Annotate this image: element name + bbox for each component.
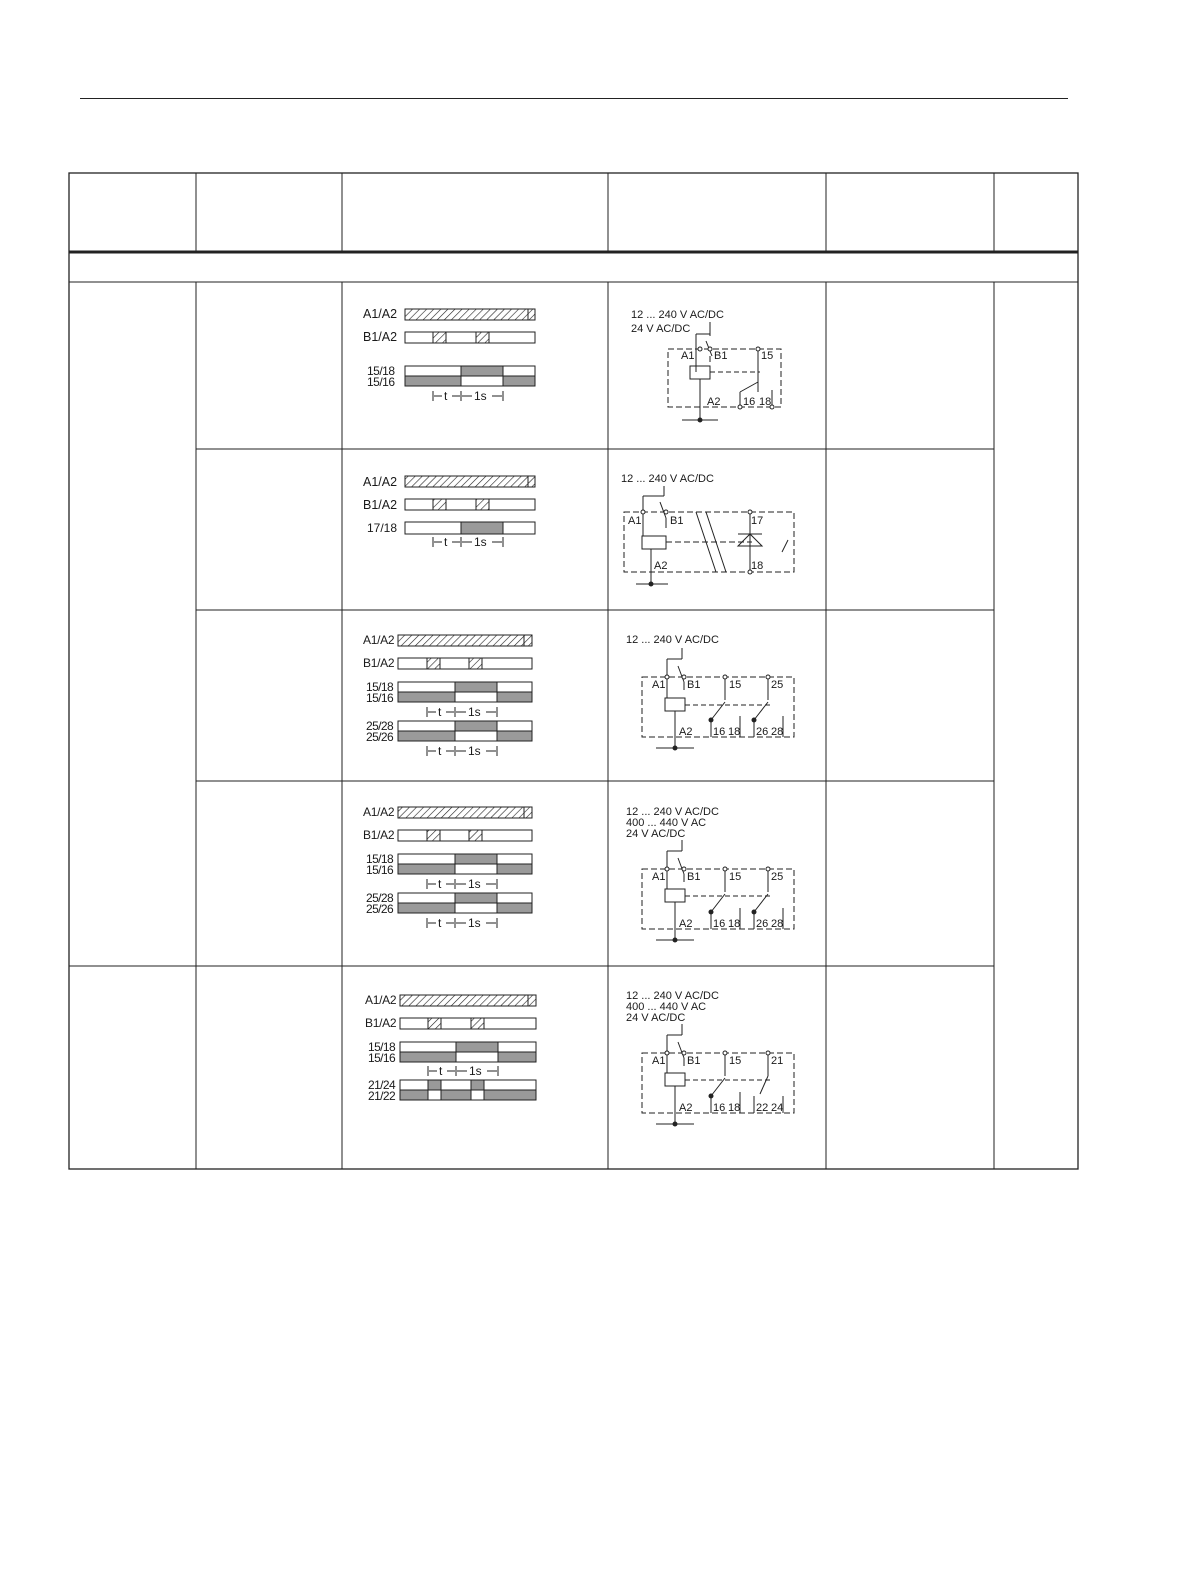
timing-label-contact: 15/18 xyxy=(366,852,394,866)
timing-contact-off xyxy=(461,376,503,386)
timing-label-contact: 25/26 xyxy=(366,730,394,744)
timing-label-contact: 15/18 xyxy=(367,364,395,378)
terminal-label: 16 xyxy=(713,1102,726,1114)
supply-label: 24 V AC/DC xyxy=(626,828,686,840)
timing-label-control: A1/A2 xyxy=(363,307,398,321)
terminal-label: 18 xyxy=(728,1102,741,1114)
timing-bar-control xyxy=(405,309,535,320)
timing-diagram-2 xyxy=(363,475,535,549)
timing-label-contact: 25/28 xyxy=(366,719,394,733)
terminal-label: B1 xyxy=(670,515,684,527)
circuit-diagram-2 xyxy=(621,473,794,586)
terminal-label: A2 xyxy=(679,1102,693,1114)
timing-label-control: A1/A2 xyxy=(363,475,398,489)
timing-label-control: A1/A2 xyxy=(363,633,395,647)
terminal-label: 28 xyxy=(771,918,784,930)
timing-label-contact: 21/24 xyxy=(368,1078,396,1092)
supply-label: 12 ... 240 V AC/DC xyxy=(621,473,714,485)
timing-t-label: t xyxy=(438,705,442,719)
timing-label-contact: 25/26 xyxy=(366,902,394,916)
timing-label-start: B1/A2 xyxy=(363,656,395,670)
terminal-label: B1 xyxy=(714,350,728,362)
terminal-label: B1 xyxy=(687,1055,701,1067)
terminal-label: A1 xyxy=(628,515,642,527)
terminal-label: A1 xyxy=(652,679,666,691)
terminal-label: 16 xyxy=(743,396,756,408)
terminal-label: 18 xyxy=(728,918,741,930)
timing-diagram-3 xyxy=(363,633,532,758)
timing-pulse xyxy=(433,332,446,343)
timing-label-contact: 15/16 xyxy=(367,375,395,389)
supply-label: 400 ... 440 V AC xyxy=(626,1001,707,1013)
timing-diagram-1 xyxy=(363,307,535,403)
timing-t-label: t xyxy=(439,1064,443,1078)
timing-pulse-label: 1s xyxy=(468,916,481,930)
terminal-label: 16 xyxy=(713,726,726,738)
circuit-diagram-1 xyxy=(631,309,781,422)
terminal-label: 21 xyxy=(771,1055,784,1067)
timing-pulse-label: 1s xyxy=(468,877,481,891)
terminal-label: A1 xyxy=(681,350,695,362)
timing-t-label: t xyxy=(438,877,442,891)
timing-label-contact: 15/16 xyxy=(368,1051,396,1065)
terminal-label: 18 xyxy=(759,396,772,408)
timing-label-control: A1/A2 xyxy=(363,805,395,819)
terminal-label: 26 xyxy=(756,918,769,930)
terminal-label: A2 xyxy=(679,726,693,738)
terminal-label: 18 xyxy=(728,726,741,738)
supply-label: 24 V AC/DC xyxy=(626,1012,686,1024)
supply-label: 12 ... 240 V AC/DC xyxy=(626,806,719,818)
timing-pulse-label: 1s xyxy=(468,705,481,719)
terminal-label: 26 xyxy=(756,726,769,738)
terminal-label: 25 xyxy=(771,871,784,883)
terminal-label: A2 xyxy=(707,396,721,408)
timing-pulse-label: 1s xyxy=(474,535,487,549)
terminal-label: 25 xyxy=(771,679,784,691)
circuit-diagram-5 xyxy=(626,990,794,1126)
timing-diagram-5 xyxy=(365,993,536,1103)
terminal-label: 16 xyxy=(713,918,726,930)
terminal-label: B1 xyxy=(687,679,701,691)
timing-t-label: t xyxy=(438,916,442,930)
terminal-label: B1 xyxy=(687,871,701,883)
terminal-label: 17 xyxy=(751,515,764,527)
terminal-label: A1 xyxy=(652,1055,666,1067)
timing-t-label: t xyxy=(438,744,442,758)
timing-label-contact: 15/18 xyxy=(366,680,394,694)
timing-bar-start xyxy=(405,332,535,343)
supply-label: 12 ... 240 V AC/DC xyxy=(631,309,724,321)
circuit-diagram-4 xyxy=(626,806,794,942)
timing-label-start: B1/A2 xyxy=(363,828,395,842)
timing-label-contact: 15/16 xyxy=(366,863,394,877)
timing-label-contact: 25/28 xyxy=(366,891,394,905)
terminal-label: 18 xyxy=(751,560,764,572)
terminal-label: 28 xyxy=(771,726,784,738)
timing-label-start: B1/A2 xyxy=(365,1016,397,1030)
timing-pulse-label: 1s xyxy=(469,1064,482,1078)
terminal-label: A2 xyxy=(679,918,693,930)
supply-label: 400 ... 440 V AC xyxy=(626,817,707,829)
timing-label-start: B1/A2 xyxy=(363,498,398,512)
terminal-label: 15 xyxy=(729,1055,742,1067)
terminal-label: A2 xyxy=(654,560,668,572)
timing-t-label: t xyxy=(444,535,448,549)
timing-pulse-label: 1s xyxy=(468,744,481,758)
terminal-label: 22 xyxy=(756,1102,769,1114)
circuit-diagram-3 xyxy=(626,634,794,750)
terminal-label: 24 xyxy=(771,1102,784,1114)
timing-t-label: t xyxy=(444,389,448,403)
timing-contact-on xyxy=(461,366,503,376)
timing-label-contact: 17/18 xyxy=(367,521,398,535)
timing-label-start: B1/A2 xyxy=(363,330,398,344)
timing-diagram-4 xyxy=(363,805,532,930)
timing-label-control: A1/A2 xyxy=(365,993,397,1007)
terminal-label: 15 xyxy=(761,350,774,362)
supply-label: 12 ... 240 V AC/DC xyxy=(626,990,719,1002)
timing-label-contact: 15/16 xyxy=(366,691,394,705)
supply-label: 12 ... 240 V AC/DC xyxy=(626,634,719,646)
timing-label-contact: 21/22 xyxy=(368,1089,396,1103)
terminal-label: 15 xyxy=(729,679,742,691)
timing-pulse-label: 1s xyxy=(474,389,487,403)
timing-label-contact: 15/18 xyxy=(368,1040,396,1054)
timing-pulse xyxy=(476,332,489,343)
table-grid xyxy=(69,173,1078,1169)
supply-label: 24 V AC/DC xyxy=(631,323,691,335)
terminal-label: A1 xyxy=(652,871,666,883)
terminal-label: 15 xyxy=(729,871,742,883)
